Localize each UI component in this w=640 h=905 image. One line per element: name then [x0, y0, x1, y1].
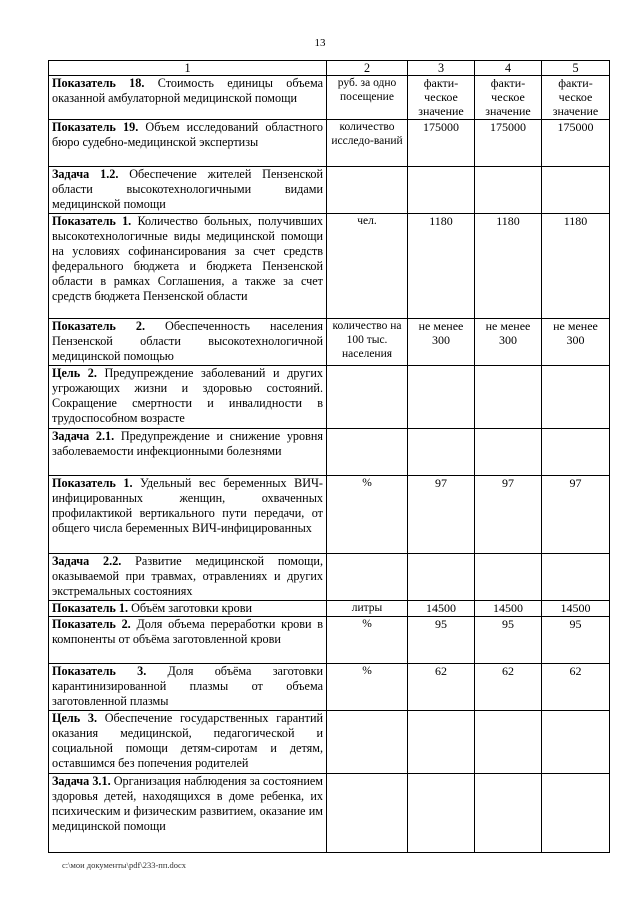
row-unit — [327, 554, 408, 601]
row-value-v3: факти-ческое значение — [408, 76, 475, 120]
row-value-v5: не менее 300 — [542, 319, 610, 366]
table-header-row — [49, 61, 610, 76]
row-value-v5: 95 — [542, 617, 610, 664]
row-value-v3 — [408, 554, 475, 601]
row-unit: чел. — [327, 214, 408, 319]
row-description — [49, 120, 327, 167]
row-value-v4: факти-ческое значение — [475, 76, 542, 120]
row-value-v5 — [542, 774, 610, 853]
row-label: Показатель 3. — [52, 664, 147, 678]
row-value-v4 — [475, 366, 542, 429]
row-unit: количество исследо-ваний — [327, 120, 408, 167]
row-value-v5 — [542, 554, 610, 601]
row-description — [49, 76, 327, 120]
row-value-v4: 97 — [475, 476, 542, 554]
row-label: Задача 2.2. — [52, 554, 122, 568]
row-text: Доля объёма заготовки карантинизированной плазмы от объема заготовленной плазмы — [52, 664, 324, 708]
row-value-v4 — [475, 554, 542, 601]
table-row — [49, 429, 610, 476]
row-description — [49, 711, 327, 774]
table-row — [49, 120, 610, 167]
row-description — [49, 601, 327, 617]
row-text: Предупреждение и снижение уровня заболеваемости инфекционными болезнями — [52, 429, 324, 458]
row-text: Количество больных, получивших высокотехнологичные виды медицинской помощи на условиях софинансирования за счет средств федерального бюджета и бюджета Пензенской области в рамках Соглашения, а также за счет средств бюджета Пензенской области — [52, 214, 323, 303]
row-value-v4: не менее 300 — [475, 319, 542, 366]
row-value-v5 — [542, 429, 610, 476]
row-unit: % — [327, 617, 408, 664]
table-row — [49, 366, 610, 429]
row-value-v5 — [542, 366, 610, 429]
row-label: Задача 3.1. — [52, 774, 111, 788]
row-value-v3: 62 — [408, 664, 475, 711]
row-text: Удельный вес беременных ВИЧ-инфицированных женщин, охваченных профилактикой вертикального пути передачи, от общего числа беременных ВИЧ-инфицированных — [52, 476, 323, 535]
row-label: Показатель 2. — [52, 319, 146, 333]
row-value-v4: 175000 — [475, 120, 542, 167]
row-description — [49, 214, 327, 319]
table-row — [49, 617, 610, 664]
row-text: Обеспечение государственных гарантий оказания медицинской, педагогической и социальной помощи детям-сиротам и детям, оставшимся без попечения родителей — [52, 711, 324, 770]
row-description — [49, 774, 327, 853]
row-label: Показатель 1. — [52, 476, 133, 490]
row-unit: % — [327, 476, 408, 554]
footer-file-path: c:\мои документы\pdf\233-пп.docx — [62, 860, 187, 870]
row-value-v3: не менее 300 — [408, 319, 475, 366]
row-text: Развитие медицинской помощи, оказываемой при травмах, отравлениях и других экстремальных состояниях — [52, 554, 323, 598]
row-unit: литры — [327, 601, 408, 617]
row-value-v4 — [475, 774, 542, 853]
table-row — [49, 167, 610, 214]
row-value-v4: 14500 — [475, 601, 542, 617]
table-row — [49, 664, 610, 711]
row-value-v3 — [408, 167, 475, 214]
row-value-v5: 14500 — [542, 601, 610, 617]
row-value-v3 — [408, 774, 475, 853]
header-cell: 1 — [49, 61, 327, 76]
row-text: Предупреждение заболеваний и других угрожающих жизни и здоровью состояний. Сокращение смертности и инвалидности в трудоспособном возрасте — [52, 366, 324, 425]
row-text: Организация наблюдения за состоянием здоровья детей, находящихся в доме ребенка, их психическим и физическим развитием, оказание им медицинской помощи — [52, 774, 324, 833]
row-label: Показатель 19. — [52, 120, 139, 134]
table-row — [49, 601, 610, 617]
row-description — [49, 664, 327, 711]
row-value-v4: 95 — [475, 617, 542, 664]
page-number: 13 — [314, 37, 326, 49]
row-unit: % — [327, 664, 408, 711]
row-label: Показатель 18. — [52, 76, 145, 90]
row-unit — [327, 711, 408, 774]
row-text: Стоимость единицы объема оказанной амбулаторной медицинской помощи — [52, 76, 324, 105]
row-label: Цель 2. — [52, 366, 97, 380]
row-value-v5: 97 — [542, 476, 610, 554]
row-text: Обеспеченность населения Пензенской области высокотехнологичной медицинской помощью — [52, 319, 323, 363]
row-description — [49, 366, 327, 429]
row-label: Показатель 2. — [52, 617, 131, 631]
row-label: Показатель 1. — [52, 214, 132, 228]
row-value-v5: 1180 — [542, 214, 610, 319]
row-text: Обеспечение жителей Пензенской области высокотехнологичными видами медицинской помощи — [52, 167, 323, 211]
row-value-v4: 62 — [475, 664, 542, 711]
table-row — [49, 214, 610, 319]
row-description — [49, 429, 327, 476]
table-row — [49, 711, 610, 774]
row-value-v3: 175000 — [408, 120, 475, 167]
table-row — [49, 476, 610, 554]
row-value-v3: 97 — [408, 476, 475, 554]
row-value-v5: факти-ческое значение — [542, 76, 610, 120]
row-value-v3: 14500 — [408, 601, 475, 617]
row-description — [49, 319, 327, 366]
row-label: Цель 3. — [52, 711, 98, 725]
row-label: Показатель 1. — [52, 601, 129, 615]
row-value-v5 — [542, 167, 610, 214]
table-row — [49, 774, 610, 853]
row-unit: количество на 100 тыс. населения — [327, 319, 408, 366]
row-value-v4 — [475, 711, 542, 774]
row-label: Задача 1.2. — [52, 167, 119, 181]
row-label: Задача 2.1. — [52, 429, 115, 443]
row-unit — [327, 366, 408, 429]
table-row — [49, 76, 610, 120]
row-value-v3 — [408, 366, 475, 429]
row-value-v5: 62 — [542, 664, 610, 711]
row-text: Объём заготовки крови — [128, 601, 253, 615]
header-cell: 3 — [408, 61, 475, 76]
table-row — [49, 319, 610, 366]
row-value-v4: 1180 — [475, 214, 542, 319]
row-description — [49, 617, 327, 664]
table-row — [49, 554, 610, 601]
header-cell: 4 — [475, 61, 542, 76]
header-cell: 5 — [542, 61, 610, 76]
indicators-table — [48, 60, 610, 853]
row-value-v3 — [408, 711, 475, 774]
row-unit — [327, 429, 408, 476]
row-description — [49, 476, 327, 554]
row-value-v3: 1180 — [408, 214, 475, 319]
row-unit: руб. за одно посещение — [327, 76, 408, 120]
header-cell: 2 — [327, 61, 408, 76]
row-description — [49, 554, 327, 601]
row-unit — [327, 774, 408, 853]
row-value-v4 — [475, 167, 542, 214]
row-value-v3: 95 — [408, 617, 475, 664]
row-description — [49, 167, 327, 214]
table-body — [49, 61, 610, 853]
row-value-v5: 175000 — [542, 120, 610, 167]
row-value-v4 — [475, 429, 542, 476]
row-value-v3 — [408, 429, 475, 476]
row-value-v5 — [542, 711, 610, 774]
row-unit — [327, 167, 408, 214]
row-text: Объем исследований областного бюро судебно-медицинской экспертизы — [52, 120, 323, 149]
row-text: Доля объема переработки крови в компоненты от объёма заготовленной крови — [52, 617, 324, 646]
